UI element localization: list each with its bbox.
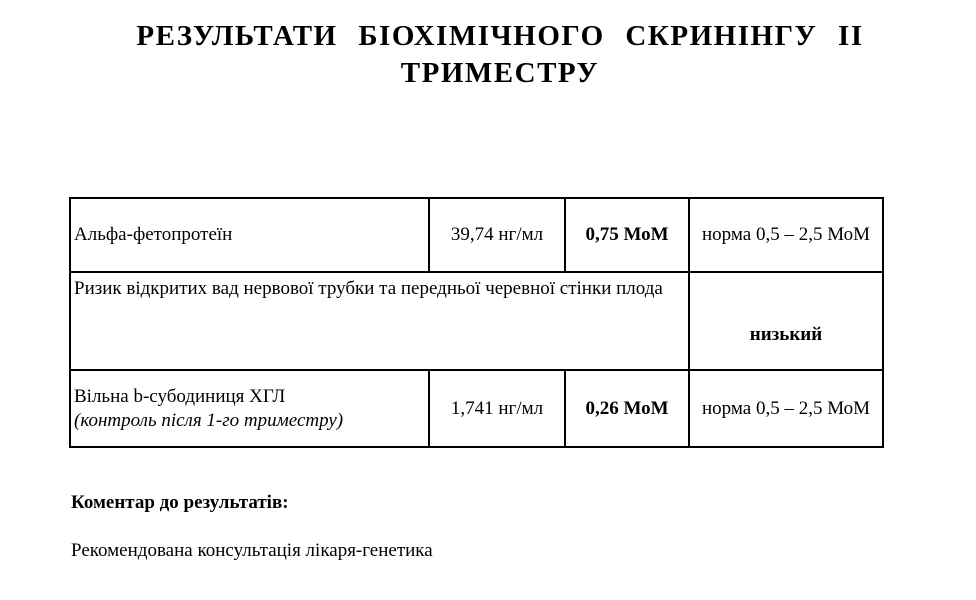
results-table (69, 197, 884, 448)
afp-name-cell: Альфа-фетопротеїн (70, 198, 429, 272)
risk-label-cell: Ризик відкритих вад нервової трубки та передньої черевної стінки плода (70, 272, 689, 370)
afp-norm-cell: норма 0,5 – 2,5 МоМ (689, 198, 883, 272)
hcg-value-cell: 1,741 нг/мл (429, 370, 565, 447)
hcg-name: Вільна b-субодиниця ХГЛ (74, 385, 286, 407)
hcg-norm-cell: норма 0,5 – 2,5 МоМ (689, 370, 883, 447)
table-row-risk (70, 272, 883, 370)
hcg-name-cell (70, 370, 429, 447)
table-row-hcg (70, 370, 883, 447)
comment-text: Рекомендована консультація лікаря-генетика (71, 540, 433, 561)
document-title: РЕЗУЛЬТАТИ БІОХІМІЧНОГО СКРИНІНГУ ІІ ТРИМЕСТРУ (136, 20, 864, 89)
comment-heading: Коментар до результатів: (71, 492, 289, 513)
risk-value-cell: низький (689, 272, 883, 370)
afp-value-cell: 39,74 нг/мл (429, 198, 565, 272)
table-row-afp (70, 198, 883, 272)
hcg-note: (контроль після 1-го триместру) (74, 409, 344, 431)
hcg-mom-cell: 0,26 МоМ (565, 370, 689, 447)
afp-mom-cell: 0,75 МоМ (565, 198, 689, 272)
